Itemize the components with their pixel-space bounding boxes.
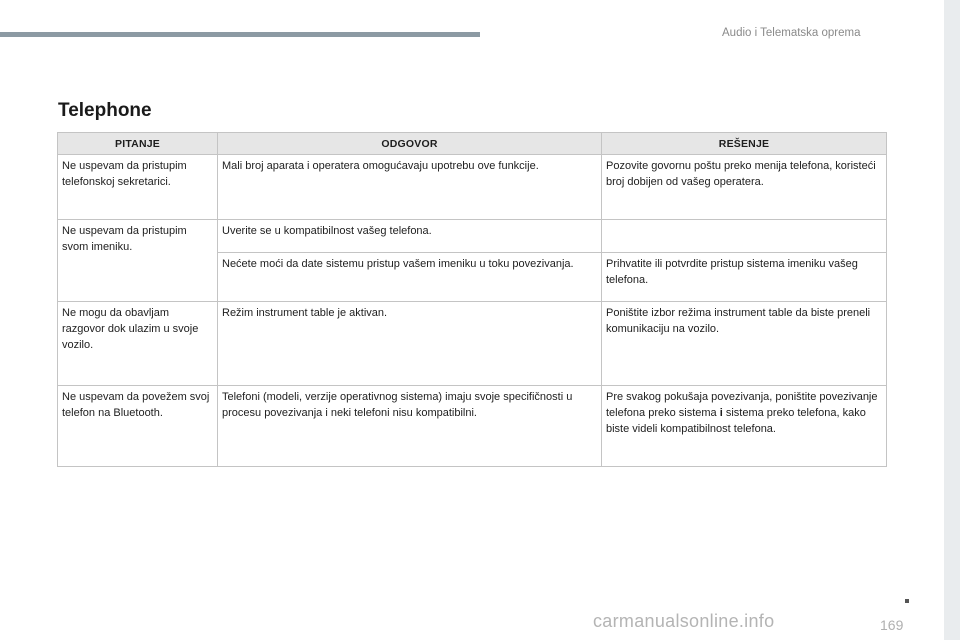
answer-cell: Mali broj aparata i operatera omogućavaju upotrebu ove funkcije. xyxy=(218,155,602,220)
section-header: Audio i Telematska oprema xyxy=(722,27,861,39)
answer-cell: Uverite se u kompatibilnost vašeg telefona. xyxy=(218,220,602,253)
solution-cell: Poništite izbor režima instrument table da biste preneli komunikaciju na vozilo. xyxy=(602,302,887,386)
table-header-row xyxy=(58,133,887,155)
question-cell: Ne uspevam da pristupim telefonskoj sekretarici. xyxy=(58,155,218,220)
header-question: PITANJE xyxy=(58,133,218,155)
solution-cell xyxy=(602,386,887,467)
table-row xyxy=(58,386,887,467)
header-answer: ODGOVOR xyxy=(218,133,602,155)
page-title: Telephone xyxy=(58,100,152,121)
watermark: carmanualsonline.info xyxy=(593,611,775,631)
solution-text-pre: Pre svakog pokušaja povezivanja, poništite povezivanje telefona preko sistema xyxy=(606,391,878,419)
answer-cell: Nećete moći da date sistemu pristup vašem imeniku u toku povezivanja. xyxy=(218,253,602,302)
table-row xyxy=(58,302,887,386)
question-cell: Ne uspevam da pristupim svom imeniku. xyxy=(58,220,218,302)
solution-text-post: sistema preko telefona, kako biste videli kompatibilnost telefona. xyxy=(606,407,866,435)
answer-cell: Telefoni (modeli, verzije operativnog sistema) imaju svoje specifičnosti u procesu povezivanja i neki telefoni nisu kompatibilni. xyxy=(218,386,602,467)
page-number: 169 xyxy=(880,617,904,633)
solution-cell: Prihvatite ili potvrdite pristup sistema imeniku vašeg telefona. xyxy=(602,253,887,302)
table-row xyxy=(58,155,887,220)
solution-cell: Pozovite govornu poštu preko menija telefona, koristeći broj dobijen od vašeg operatera. xyxy=(602,155,887,220)
faq-table xyxy=(57,132,887,467)
table-row xyxy=(58,220,887,253)
header-solution: REŠENJE xyxy=(602,133,887,155)
question-cell: Ne uspevam da povežem svoj telefon na Bluetooth. xyxy=(58,386,218,467)
top-decorative-bar xyxy=(0,32,480,37)
footer-dot xyxy=(905,599,909,603)
info-icon: i xyxy=(719,407,723,419)
right-margin-strip xyxy=(944,0,960,640)
question-cell: Ne mogu da obavljam razgovor dok ulazim u svoje vozilo. xyxy=(58,302,218,386)
solution-cell xyxy=(602,220,887,253)
answer-cell: Režim instrument table je aktivan. xyxy=(218,302,602,386)
